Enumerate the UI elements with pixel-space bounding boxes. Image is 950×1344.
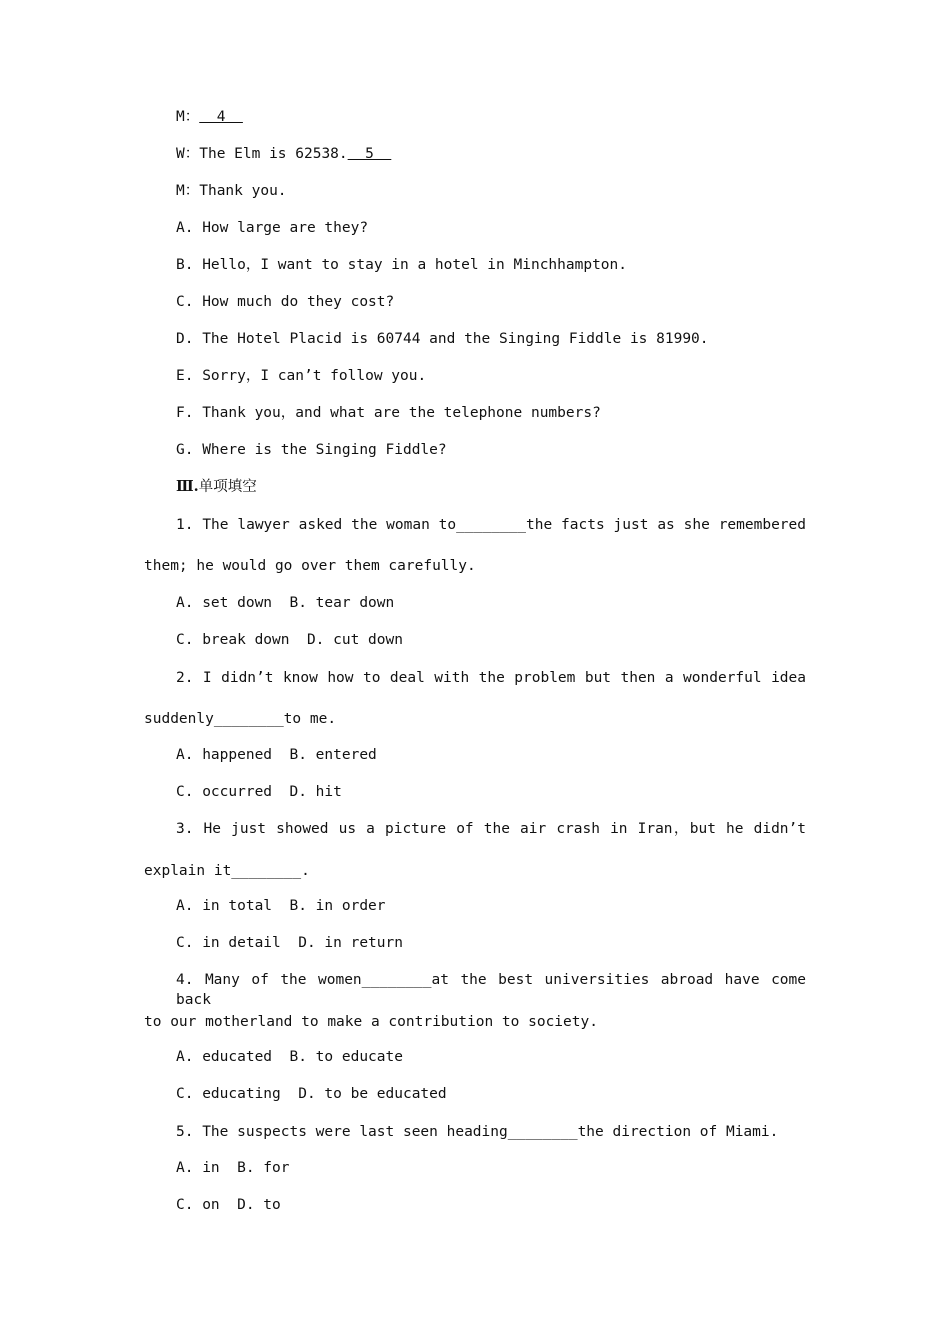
answer-blank-5: 5 [347, 146, 392, 162]
section-numeral: Ⅲ. [176, 478, 199, 495]
dialogue-text: Thank you. [199, 183, 287, 199]
question-1-choices-ab: A. set down B. tear down [176, 595, 395, 611]
option-a: A. How large are they? [176, 220, 369, 236]
question-5-stem: 5. The suspects were last seen heading________the direction of Miami. [176, 1124, 779, 1140]
option-f: F. Thank you，and what are the telephone numbers? [176, 405, 601, 421]
dialogue-line-m-thanks [176, 181, 287, 201]
question-3-stem: 3. He just showed us a picture of the air crash in Iran，but he didn’t [176, 821, 806, 837]
question-5-choices-ab: A. in B. for [176, 1160, 290, 1176]
question-4-stem: 4. Many of the women________at the best universities abroad have come back [176, 972, 806, 1008]
question-3-choices-ab: A. in total B. in order [176, 898, 386, 914]
question-2-stem: 2. I didn’t know how to deal with the problem but then a wonderful idea [176, 670, 806, 686]
dialogue-text: The Elm is 62538. [199, 146, 348, 162]
question-1-stem-continued: them; he would go over them carefully. [144, 558, 476, 574]
question-4-choices-ab: A. educated B. to educate [176, 1049, 403, 1065]
option-g: G. Where is the Singing Fiddle? [176, 442, 447, 458]
option-c: C. How much do they cost? [176, 294, 395, 310]
question-4-stem-continued: to our motherland to make a contribution to society. [144, 1014, 598, 1030]
section-heading [176, 477, 257, 497]
option-b: B. Hello，I want to stay in a hotel in Minchhampton. [176, 257, 627, 273]
speaker-label: W： [176, 146, 200, 162]
option-e: E. Sorry，I can’t follow you. [176, 368, 427, 384]
section-title: 单项填空 [198, 479, 257, 495]
option-d: D. The Hotel Placid is 60744 and the Singing Fiddle is 81990. [176, 331, 709, 347]
dialogue-line-m-4 [176, 107, 243, 127]
question-2-stem-continued: suddenly________to me. [144, 711, 337, 727]
question-3-stem-continued: explain it________. [144, 863, 310, 879]
question-2-choices-ab: A. happened B. entered [176, 747, 377, 763]
question-4-choices-cd: C. educating D. to be educated [176, 1086, 447, 1102]
question-1-choices-cd: C. break down D. cut down [176, 632, 403, 648]
answer-blank-4: 4 [199, 109, 243, 125]
dialogue-line-w-5 [176, 144, 391, 164]
question-2-choices-cd: C. occurred D. hit [176, 784, 342, 800]
question-3-choices-cd: C. in detail D. in return [176, 935, 403, 951]
question-1-stem: 1. The lawyer asked the woman to________the facts just as she remembered [176, 517, 806, 533]
speaker-label: M： [176, 183, 200, 199]
question-5-choices-cd: C. on D. to [176, 1197, 281, 1213]
speaker-label: M： [176, 109, 200, 125]
